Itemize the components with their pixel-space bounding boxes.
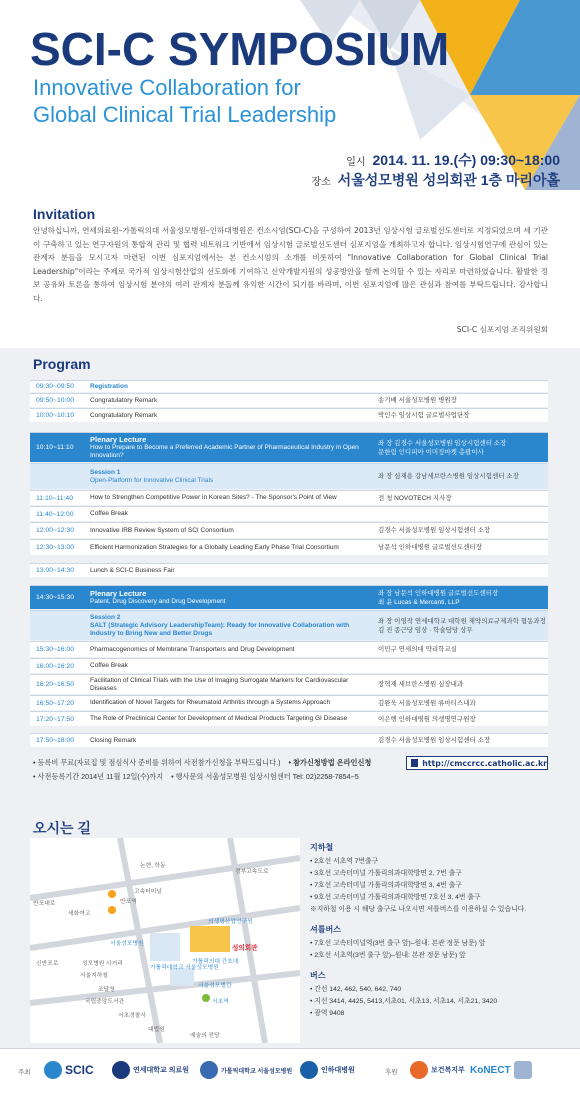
sponsor-label: 후원 — [385, 1068, 398, 1076]
row-desc: Coffee Break — [90, 662, 128, 669]
map-label: 국립중앙도서관 — [85, 999, 125, 1005]
host-label: 주최 — [18, 1068, 31, 1076]
row-speaker2: 문한림 인디피아 이미징마켓 총괄이사 — [378, 448, 484, 456]
map-label: 서울지하철 — [80, 973, 108, 979]
row-time: 10:00~10:10 — [36, 412, 74, 419]
registration-link[interactable] — [406, 756, 548, 770]
inha-logo — [300, 1061, 355, 1079]
subway-item: • 9호선 고속터미널 가톨릭의과대학방면 7호선 3, 4번 출구 — [310, 892, 550, 904]
page-subtitle-line2: Global Clinical Trial Leadership — [33, 102, 337, 127]
row-speaker: 송기배 서울성모병원 병원장 — [378, 397, 457, 404]
row-desc — [90, 469, 378, 485]
note-fee-text: • 등록비 무료(자료집 및 점심식사 준비를 위하여 사전참가신청을 부탁드립니다.) — [33, 758, 281, 767]
location-map — [30, 838, 300, 1043]
row-desc: How to Strengthen Competitive Power in Korean Sites? - The Sponsor's Point of View — [90, 494, 337, 501]
map-poi: 의생명산업연구원 — [208, 919, 253, 925]
program-row — [30, 674, 548, 694]
date-value: 2014. 11. 19.(수) 09:30~18:00 — [372, 152, 560, 168]
map-poi: 서울성모병원 — [110, 941, 144, 947]
bus-title: 버스 — [310, 971, 326, 980]
map-label: 경부고속도로 — [235, 869, 269, 875]
row-desc — [90, 590, 378, 606]
row-speaker: 이민구 연세의대 약리학교실 — [378, 646, 457, 653]
footer-logos — [0, 1048, 580, 1102]
row-time: 14:30~15:30 — [36, 594, 74, 601]
page-title: SCI-C SYMPOSIUM — [30, 23, 450, 75]
row-speaker: 좌 장 심재용 강남세브란스병원 임상시험센터 소장 — [378, 473, 519, 480]
row-speaker2: 김 진 종근당 임상 · 학술담당 상무 — [378, 626, 473, 634]
row-speaker — [378, 617, 548, 635]
row-speaker: 김경수 서울성모병원 임상시험센터 소장 — [378, 527, 491, 534]
program-row — [30, 711, 548, 726]
note-registration-fee — [33, 758, 371, 768]
map-label: 논현, 학동 — [140, 863, 166, 869]
map-label: 세화여고 — [68, 911, 91, 917]
row-time: 12:30~13:00 — [36, 544, 74, 551]
row-desc: Congratulatory Remark — [90, 411, 158, 419]
program-row — [30, 563, 548, 577]
program-section — [0, 348, 580, 808]
map-label: 성모병원 사거리 — [82, 961, 123, 967]
catholic-logo — [200, 1061, 292, 1079]
row-time: 11:10~11:40 — [36, 494, 73, 502]
row-title: Plenary Lecture — [90, 588, 147, 598]
row-speaker: 김경수 서울성모병원 임상시험센터 소장 — [378, 737, 491, 744]
shuttle-item: • 7호선 고속터미널역(3번 출구 앞)–원내: 본관 정문 남문) 앞 — [310, 938, 550, 950]
invitation-title: Invitation — [33, 206, 96, 222]
row-desc-text: SALT (Strategic Advisory LeadershipTeam): Ready for Innovative Collaboration with Industry to Bring New and Better Drugs — [90, 621, 350, 637]
row-title: Session 1 — [90, 468, 121, 476]
subway-note: ※ 지하철 이용 시 해당 출구로 나오시면 셔틀버스를 이용하실 수 있습니다. — [310, 904, 550, 916]
row-chair: 좌 장 남문석 인하대병원 글로벌선도센터장 — [378, 589, 499, 597]
map-label: 조달청 — [98, 987, 115, 993]
row-time: 09:30~09:50 — [36, 383, 74, 390]
row-desc: Identification of Novel Targets for Rheumatoid Arthritis through a Systems Approach — [90, 699, 331, 706]
yonsei-logo-text: 연세대학교 의료원 — [133, 1067, 190, 1074]
bus-list — [310, 984, 550, 1020]
map-label: 대법원 — [148, 1027, 165, 1033]
map-poi: 서초역 — [212, 999, 229, 1005]
invitation-section — [0, 198, 580, 348]
row-desc: Facilitation of Clinical Trials with the Use of Imaging Surrogate Markers for Cardiovascular Diseases — [90, 676, 349, 692]
row-time: 15:30~16:00 — [36, 646, 74, 653]
scic-logo — [44, 1061, 94, 1079]
date-label: 일시 — [346, 157, 366, 168]
row-speaker: 김완욱 서울성모병원 류마티스내과 — [378, 699, 476, 707]
row-time: 11:40~12:00 — [36, 510, 74, 518]
program-row — [30, 393, 548, 407]
map-destination: 성의회관 — [232, 945, 258, 952]
map-poi: 가톨릭의대 간호대 — [192, 959, 239, 965]
konect-logo — [470, 1061, 532, 1079]
row-time: 13:00~14:30 — [36, 567, 74, 574]
row-desc — [90, 436, 378, 460]
place-label: 장소 — [311, 177, 331, 188]
mohw-logo-icon — [410, 1061, 428, 1079]
row-time: 10:10~11:10 — [36, 444, 74, 451]
row-desc: Coffee Break — [90, 510, 128, 517]
subway-list — [310, 856, 550, 916]
row-chair: 좌 장 이영작 연세대학교 대학원 제약의료규제과학 협동과정 — [378, 617, 546, 625]
subway-item: • 3호선 고속터미널 가톨릭의과대학방면 2, 7번 출구 — [310, 868, 550, 880]
page-subtitle-line1: Innovative Collaboration for — [33, 75, 301, 100]
note-apply-text: • 참가신청방법 온라인신청 — [288, 758, 372, 767]
program-row — [30, 490, 548, 505]
directions-section — [0, 808, 580, 1048]
konect-emblem-icon — [514, 1061, 532, 1079]
program-row — [30, 506, 548, 521]
map-label: 반포대로 — [33, 901, 56, 907]
shuttle-title: 셔틀버스 — [310, 925, 341, 934]
row-desc: The Role of Preclinical Center for Development of Medical Products Targeting GI Disease — [90, 715, 348, 722]
program-title: Program — [33, 356, 91, 372]
note-period-text: • 사전등록기간 2014년 11월 12일(수)까지 — [33, 772, 164, 781]
row-desc: Pharmacogenomics of Membrane Transporters and Drug Development — [90, 645, 295, 653]
row-desc: Registration — [90, 382, 128, 390]
inha-logo-icon — [300, 1061, 318, 1079]
mohw-logo — [410, 1061, 465, 1079]
yonsei-logo-icon — [112, 1061, 130, 1079]
catholic-logo-text: 가톨릭대학교 서울성모병원 — [221, 1068, 293, 1075]
event-date — [346, 150, 560, 170]
inha-logo-text: 인하대병원 — [321, 1067, 355, 1074]
map-poi: 가톨릭대학교 서울성모병원 — [150, 965, 219, 971]
program-row — [30, 641, 548, 657]
monitor-icon — [411, 759, 418, 767]
row-time: 09:50~10:00 — [36, 397, 74, 404]
program-row-session — [30, 610, 548, 640]
program-row — [30, 695, 548, 710]
row-chair: 좌 장 김경수 서울성모병원 임상시험센터 소장 — [378, 439, 507, 447]
map-label: 예술의 전당 — [190, 1033, 220, 1039]
row-time: 12:00~12:30 — [36, 527, 74, 534]
bus-item: • 지선 3414, 4425, 5413,서초01, 서초13, 서초14, 서초21, 3420 — [310, 996, 550, 1008]
map-label: 신반포로 — [36, 961, 59, 967]
program-row — [30, 380, 548, 392]
row-title: Plenary Lecture — [90, 434, 147, 444]
bus-item: • 간선 142, 462, 540, 642, 740 — [310, 984, 550, 996]
place-value: 서울성모병원 성의회관 1층 마리아홀 — [337, 172, 560, 188]
event-place — [311, 170, 560, 190]
program-row — [30, 522, 548, 538]
mohw-logo-text: 보건복지부 — [431, 1067, 465, 1074]
program-row-plenary — [30, 585, 548, 609]
scic-logo-text: SCIC — [65, 1063, 94, 1077]
row-time: 17:50~18:00 — [36, 737, 74, 744]
program-row — [30, 408, 548, 422]
subway-title: 지하철 — [310, 843, 334, 852]
row-speaker: 박인수 임상시험 글로벌사업단장 — [378, 412, 470, 419]
shuttle-list — [310, 938, 550, 962]
shuttle-item: • 2호선 서초역(3번 출구 앞)–원내: 본관 정문 남문) 앞 — [310, 950, 550, 962]
map-label: 서초경찰서 — [118, 1013, 146, 1019]
program-row — [30, 733, 548, 747]
registration-url[interactable]: http://cmccrcc.catholic.ac.kr — [422, 758, 547, 768]
row-desc-text: Open-Platform for Innovative Clinical Trials — [90, 476, 214, 484]
row-desc: Efficient Harmonization Strategies for a Globally Leading Early Phase Trial Consortium — [90, 543, 339, 551]
row-time: 16:50~17:20 — [36, 699, 74, 707]
yonsei-logo — [112, 1061, 189, 1079]
row-speaker: 전 청 NOVOTECH 지사장 — [378, 494, 452, 502]
transport-info — [310, 842, 550, 1028]
subway-item: • 2호선 서초역 7번출구 — [310, 856, 550, 868]
row-desc: Closing Remark — [90, 736, 137, 744]
konect-logo-text: KoNECT — [470, 1064, 511, 1076]
row-desc: Innovative IRB Review System of SCI Consortium — [90, 526, 234, 534]
program-row-session — [30, 463, 548, 489]
row-speaker: 남문석 인하대병원 글로벌선도센터장 — [378, 544, 483, 551]
row-desc: Congratulatory Remark — [90, 396, 158, 404]
directions-title: 오시는 길 — [33, 820, 91, 836]
map-label: 반포역 — [120, 899, 137, 905]
note-registration-period — [33, 772, 359, 782]
row-desc: Lunch & SCI-C Business Fair — [90, 566, 175, 574]
note-inquiry-text: • 행사문의 서울성모병원 임상시험센터 Tel: 02)2258-7854~5 — [171, 772, 359, 781]
row-desc — [90, 614, 378, 638]
row-desc-text: How to Prepare to Become a Preferred Academic Partner of Pharmaceutical Industry in Open Innovation? — [90, 443, 359, 459]
invitation-body: 안녕하십니까, 연세의료원–가톨릭의대 서울성모병원–인하대병원은 컨소시엄(SCI-C)을 구성하여 2013년 임상시험 글로벌선도센터로 지정되었으며 세 기관이 구축하고 있는 연구자원의 통합적 관리 및 협력 네트워크 기반에서 임상시험 글로벌선도센터 심포지엄을 개최하고자 합니다. 임상시험연구에 관심이 있는 관계자 분들을 모시고자 마련된 이번 심포지엄에서는 본 컨소시엄의 소개를 비롯하여 "Innovative Collaboration for Global Clinical Trial Leadership"이라는 주제로 국가적 임상시험산업의 선도화에 기여하고 신약개발지원의 성공방안을 함께 논의할 수 있는 자리로 마련하였습니다. 활발한 정보 공유와 토론을 통하여 임상시험 분야의 여러 관계자 분들께 유익한 시간이 되기를 바라며, 이번 심포지엄에 많은 관심과 참여를 부탁드립니다. 감사합니다. — [33, 226, 548, 303]
subway-item: • 7호선 고속터미널 가톨릭의과대학방면 3, 4번 출구 — [310, 880, 550, 892]
row-time: 16:20~16:50 — [36, 681, 74, 688]
program-row-plenary — [30, 432, 548, 462]
program-row — [30, 658, 548, 673]
row-speaker: 장혁재 세브란스병원 심장내과 — [378, 681, 464, 688]
row-speaker — [378, 439, 548, 457]
map-label: 고속터미널 — [134, 889, 162, 895]
map-poi: 서울성모별관 — [198, 983, 232, 989]
invitation-signature: SCI-C 심포지엄 조직위원회 — [456, 325, 548, 334]
row-speaker — [378, 589, 548, 607]
row-speaker: 이은행 인하대병원 의생명연구원장 — [378, 715, 476, 723]
row-title: Session 2 — [90, 613, 121, 621]
row-time: 16:00~16:20 — [36, 662, 74, 670]
bus-item: • 광역 9408 — [310, 1008, 550, 1020]
catholic-logo-icon — [200, 1061, 218, 1079]
scic-logo-icon — [44, 1061, 62, 1079]
row-desc-text: Patent, Drug Discovery and Drug Development — [90, 597, 226, 605]
row-time: 17:20~17:50 — [36, 715, 74, 723]
row-speaker2: 최 윤 Lucas & Mercanti, LLP — [378, 598, 460, 606]
program-row — [30, 539, 548, 555]
header-banner — [0, 0, 580, 200]
